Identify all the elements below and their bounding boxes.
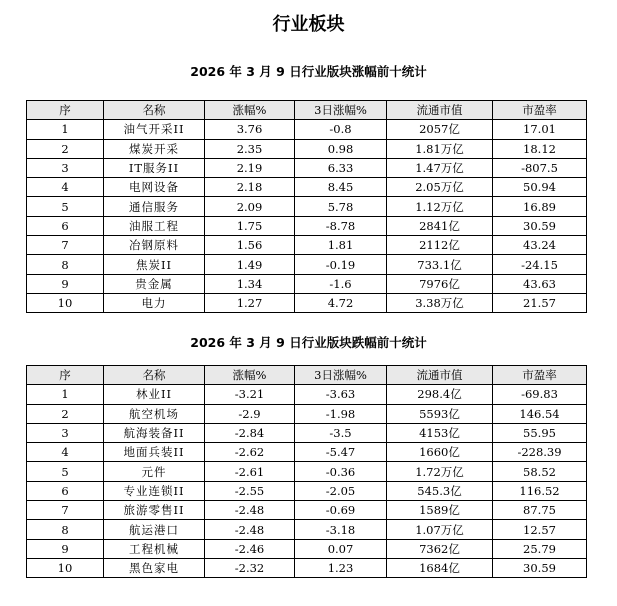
cell-pe: 116.52	[493, 481, 587, 500]
cell-pe: 43.63	[493, 274, 587, 293]
col-header-index: 序	[27, 101, 104, 120]
cell-change: -2.84	[205, 423, 295, 442]
cell-pe: -807.5	[493, 158, 587, 177]
cell-pe: 12.57	[493, 520, 587, 539]
cell-index: 7	[27, 501, 104, 520]
col-header-index: 序	[27, 366, 104, 385]
cell-3day-change: -0.69	[295, 501, 387, 520]
table-row	[27, 462, 587, 481]
cell-change: -2.9	[205, 404, 295, 423]
cell-name: IT服务II	[104, 158, 205, 177]
cell-3day-change: -3.5	[295, 423, 387, 442]
cell-index: 9	[27, 539, 104, 558]
cell-change: -2.61	[205, 462, 295, 481]
cell-3day-change: -1.6	[295, 274, 387, 293]
cell-change: -2.46	[205, 539, 295, 558]
table-row	[27, 539, 587, 558]
cell-market-cap: 1.12万亿	[387, 197, 493, 216]
cell-name: 贵金属	[104, 274, 205, 293]
cell-pe: -228.39	[493, 443, 587, 462]
col-header-name: 名称	[104, 101, 205, 120]
cell-name: 专业连锁II	[104, 481, 205, 500]
cell-3day-change: -1.98	[295, 404, 387, 423]
table-row	[27, 139, 587, 158]
col-header-change: 涨幅%	[205, 366, 295, 385]
cell-name: 工程机械	[104, 539, 205, 558]
cell-market-cap: 1.07万亿	[387, 520, 493, 539]
cell-pe: -24.15	[493, 255, 587, 274]
cell-change: -2.62	[205, 443, 295, 462]
cell-change: -2.48	[205, 520, 295, 539]
cell-3day-change: 1.81	[295, 236, 387, 255]
col-header-name: 名称	[104, 366, 205, 385]
col-header-market-cap: 流通市值	[387, 101, 493, 120]
table-row	[27, 197, 587, 216]
cell-name: 冶钢原料	[104, 236, 205, 255]
page-title: 行业板块	[272, 14, 345, 35]
table-row	[27, 178, 587, 197]
table-row	[27, 236, 587, 255]
cell-index: 6	[27, 481, 104, 500]
cell-pe: 25.79	[493, 539, 587, 558]
cell-index: 8	[27, 255, 104, 274]
cell-3day-change: -0.19	[295, 255, 387, 274]
cell-pe: 87.75	[493, 501, 587, 520]
cell-change: -2.55	[205, 481, 295, 500]
table-row	[27, 558, 587, 577]
cell-pe: 58.52	[493, 462, 587, 481]
cell-market-cap: 1.72万亿	[387, 462, 493, 481]
gainers-title: 2026 年 3 月 9 日行业版块涨幅前十统计	[190, 64, 427, 79]
cell-name: 元件	[104, 462, 205, 481]
cell-pe: 17.01	[493, 120, 587, 139]
table-row	[27, 120, 587, 139]
table-header-row	[27, 366, 587, 385]
cell-pe: 30.59	[493, 216, 587, 235]
cell-market-cap: 7362亿	[387, 539, 493, 558]
cell-change: 1.27	[205, 293, 295, 312]
cell-3day-change: 0.07	[295, 539, 387, 558]
cell-3day-change: 1.23	[295, 558, 387, 577]
cell-change: 1.56	[205, 236, 295, 255]
cell-3day-change: -3.18	[295, 520, 387, 539]
table-row	[27, 274, 587, 293]
table-row	[27, 520, 587, 539]
cell-index: 7	[27, 236, 104, 255]
table-header-row	[27, 101, 587, 120]
cell-change: -2.48	[205, 501, 295, 520]
cell-index: 9	[27, 274, 104, 293]
cell-pe: 18.12	[493, 139, 587, 158]
table-row	[27, 293, 587, 312]
col-header-pe: 市盈率	[493, 101, 587, 120]
cell-3day-change: -0.36	[295, 462, 387, 481]
cell-index: 10	[27, 558, 104, 577]
cell-market-cap: 1660亿	[387, 443, 493, 462]
cell-index: 3	[27, 423, 104, 442]
cell-change: 2.18	[205, 178, 295, 197]
cell-index: 5	[27, 197, 104, 216]
cell-pe: -69.83	[493, 385, 587, 404]
cell-name: 油气开采II	[104, 120, 205, 139]
cell-3day-change: -5.47	[295, 443, 387, 462]
cell-index: 1	[27, 385, 104, 404]
cell-index: 1	[27, 120, 104, 139]
cell-market-cap: 5593亿	[387, 404, 493, 423]
cell-market-cap: 3.38万亿	[387, 293, 493, 312]
cell-index: 4	[27, 178, 104, 197]
cell-change: -3.21	[205, 385, 295, 404]
cell-pe: 146.54	[493, 404, 587, 423]
losers-title: 2026 年 3 月 9 日行业版块跌幅前十统计	[190, 335, 427, 350]
cell-market-cap: 7976亿	[387, 274, 493, 293]
cell-market-cap: 1.47万亿	[387, 158, 493, 177]
col-header-3day-change: 3日涨幅%	[295, 101, 387, 120]
cell-pe: 50.94	[493, 178, 587, 197]
cell-3day-change: 5.78	[295, 197, 387, 216]
table-row	[27, 501, 587, 520]
cell-index: 10	[27, 293, 104, 312]
cell-index: 3	[27, 158, 104, 177]
cell-3day-change: -0.8	[295, 120, 387, 139]
cell-index: 5	[27, 462, 104, 481]
table-row	[27, 443, 587, 462]
cell-market-cap: 2841亿	[387, 216, 493, 235]
cell-change: 1.49	[205, 255, 295, 274]
col-header-3day-change: 3日涨幅%	[295, 366, 387, 385]
cell-index: 4	[27, 443, 104, 462]
cell-name: 地面兵装II	[104, 443, 205, 462]
cell-market-cap: 1.81万亿	[387, 139, 493, 158]
cell-change: 2.19	[205, 158, 295, 177]
cell-3day-change: 4.72	[295, 293, 387, 312]
cell-market-cap: 4153亿	[387, 423, 493, 442]
col-header-change: 涨幅%	[205, 101, 295, 120]
cell-name: 黑色家电	[104, 558, 205, 577]
cell-index: 8	[27, 520, 104, 539]
cell-3day-change: 6.33	[295, 158, 387, 177]
cell-change: 2.09	[205, 197, 295, 216]
cell-change: 2.35	[205, 139, 295, 158]
table-row	[27, 385, 587, 404]
table-row	[27, 423, 587, 442]
table-row	[27, 481, 587, 500]
cell-pe: 21.57	[493, 293, 587, 312]
col-header-pe: 市盈率	[493, 366, 587, 385]
cell-name: 通信服务	[104, 197, 205, 216]
cell-market-cap: 2057亿	[387, 120, 493, 139]
cell-pe: 55.95	[493, 423, 587, 442]
cell-change: 1.34	[205, 274, 295, 293]
cell-market-cap: 298.4亿	[387, 385, 493, 404]
cell-name: 煤炭开采	[104, 139, 205, 158]
cell-market-cap: 1589亿	[387, 501, 493, 520]
cell-market-cap: 2112亿	[387, 236, 493, 255]
cell-3day-change: -8.78	[295, 216, 387, 235]
cell-name: 电力	[104, 293, 205, 312]
cell-name: 油服工程	[104, 216, 205, 235]
gainers-table	[26, 100, 587, 313]
cell-3day-change: 0.98	[295, 139, 387, 158]
table-row	[27, 216, 587, 235]
cell-name: 旅游零售II	[104, 501, 205, 520]
cell-change: -2.32	[205, 558, 295, 577]
table-row	[27, 158, 587, 177]
cell-3day-change: 8.45	[295, 178, 387, 197]
losers-table	[26, 365, 587, 578]
table-row	[27, 255, 587, 274]
cell-name: 焦炭II	[104, 255, 205, 274]
cell-market-cap: 2.05万亿	[387, 178, 493, 197]
cell-index: 2	[27, 139, 104, 158]
cell-pe: 16.89	[493, 197, 587, 216]
cell-3day-change: -3.63	[295, 385, 387, 404]
cell-pe: 30.59	[493, 558, 587, 577]
cell-name: 电网设备	[104, 178, 205, 197]
cell-market-cap: 545.3亿	[387, 481, 493, 500]
table-row	[27, 404, 587, 423]
cell-name: 航空机场	[104, 404, 205, 423]
cell-name: 林业II	[104, 385, 205, 404]
cell-change: 1.75	[205, 216, 295, 235]
cell-3day-change: -2.05	[295, 481, 387, 500]
col-header-market-cap: 流通市值	[387, 366, 493, 385]
cell-market-cap: 1684亿	[387, 558, 493, 577]
cell-name: 航海装备II	[104, 423, 205, 442]
cell-index: 6	[27, 216, 104, 235]
cell-index: 2	[27, 404, 104, 423]
cell-change: 3.76	[205, 120, 295, 139]
cell-name: 航运港口	[104, 520, 205, 539]
cell-pe: 43.24	[493, 236, 587, 255]
cell-market-cap: 733.1亿	[387, 255, 493, 274]
